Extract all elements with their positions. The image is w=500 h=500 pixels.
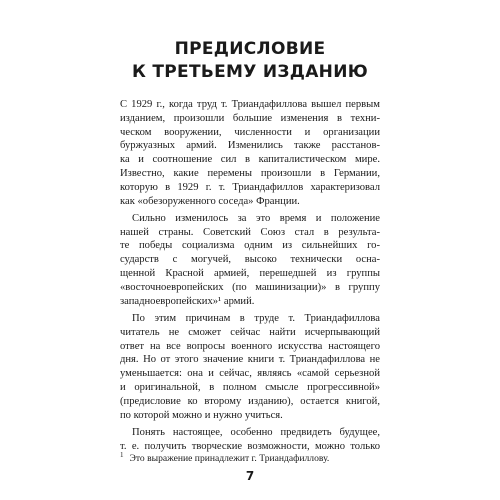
footnote [120,449,380,465]
text-line: Известно, какие перемены произошли в Германии, [120,167,380,179]
text-line: буржуазных армий. Изменились также расстанов- [120,140,380,152]
text-line: ческом вооружении, численности и организации [120,126,380,138]
text-line: щенной Красной армией, перешедшей из группы [120,268,380,280]
text-line: изданием, произошли большие изменения в техни- [120,112,380,124]
text-line: ответ на все вопросы военного искусства настоящего [120,340,380,352]
text-line: уменьшается: она и сейчас, являясь «самой серьезной [120,368,380,380]
text-line: (предисловие ко второму изданию), остается книгой, [120,395,380,407]
text-line: ка и соотношение сил в капиталистическом мире. [120,154,380,166]
text-line: западноевропейских»¹ армий. [120,295,255,307]
text-line: Сильно изменилось за это время и положение [132,212,380,224]
text-line: По этим причинам в труде т. Триандафиллова [132,312,380,324]
title-line-1: ПРЕДИСЛОВИЕ [174,39,326,59]
text-line: Понять настоящее, особенно предвидеть будущее, [132,426,380,438]
text-line: дня. Но от этого значение книги т. Триандафиллова не [120,354,380,366]
text-line: С 1929 г., когда труд т. Триандафиллова вышел первым [120,99,380,110]
text-line: т. е. получить творческие возможности, можно только [120,440,380,452]
text-line: сударств с могучей, высоко технически осна- [120,254,380,266]
footnote-mark: 1 [120,451,124,459]
footnote-text: Это выражение принадлежит г. Триандафиллову. [129,453,330,465]
text-line: по которой можно и нужно учиться. [120,409,283,421]
paragraph-1 [120,98,380,208]
text-line: как «обезоруженного соседа» Франции. [120,195,300,207]
paragraph-3 [120,312,380,422]
page-number: 7 [245,469,255,483]
page-title [0,38,500,84]
title-line-2: К ТРЕТЬЕМУ ИЗДАНИЮ [131,62,368,82]
text-line: «восточноевропейских (по машинизации)» в группу [120,281,380,293]
text-line: которую в 1929 г. т. Триандафиллов характеризовал [120,181,380,193]
text-line: читатель не сможет сейчас найти исчерпывающий [120,326,380,338]
text-line: те победы социализма одним из сильнейших го- [120,240,380,252]
paragraph-2 [120,212,380,309]
body-text [120,98,380,457]
text-line: нашей страны. Советский Союз стал в результа- [120,226,380,238]
text-line: и оригинальной, в полном смысле прогрессивной» [120,381,380,393]
